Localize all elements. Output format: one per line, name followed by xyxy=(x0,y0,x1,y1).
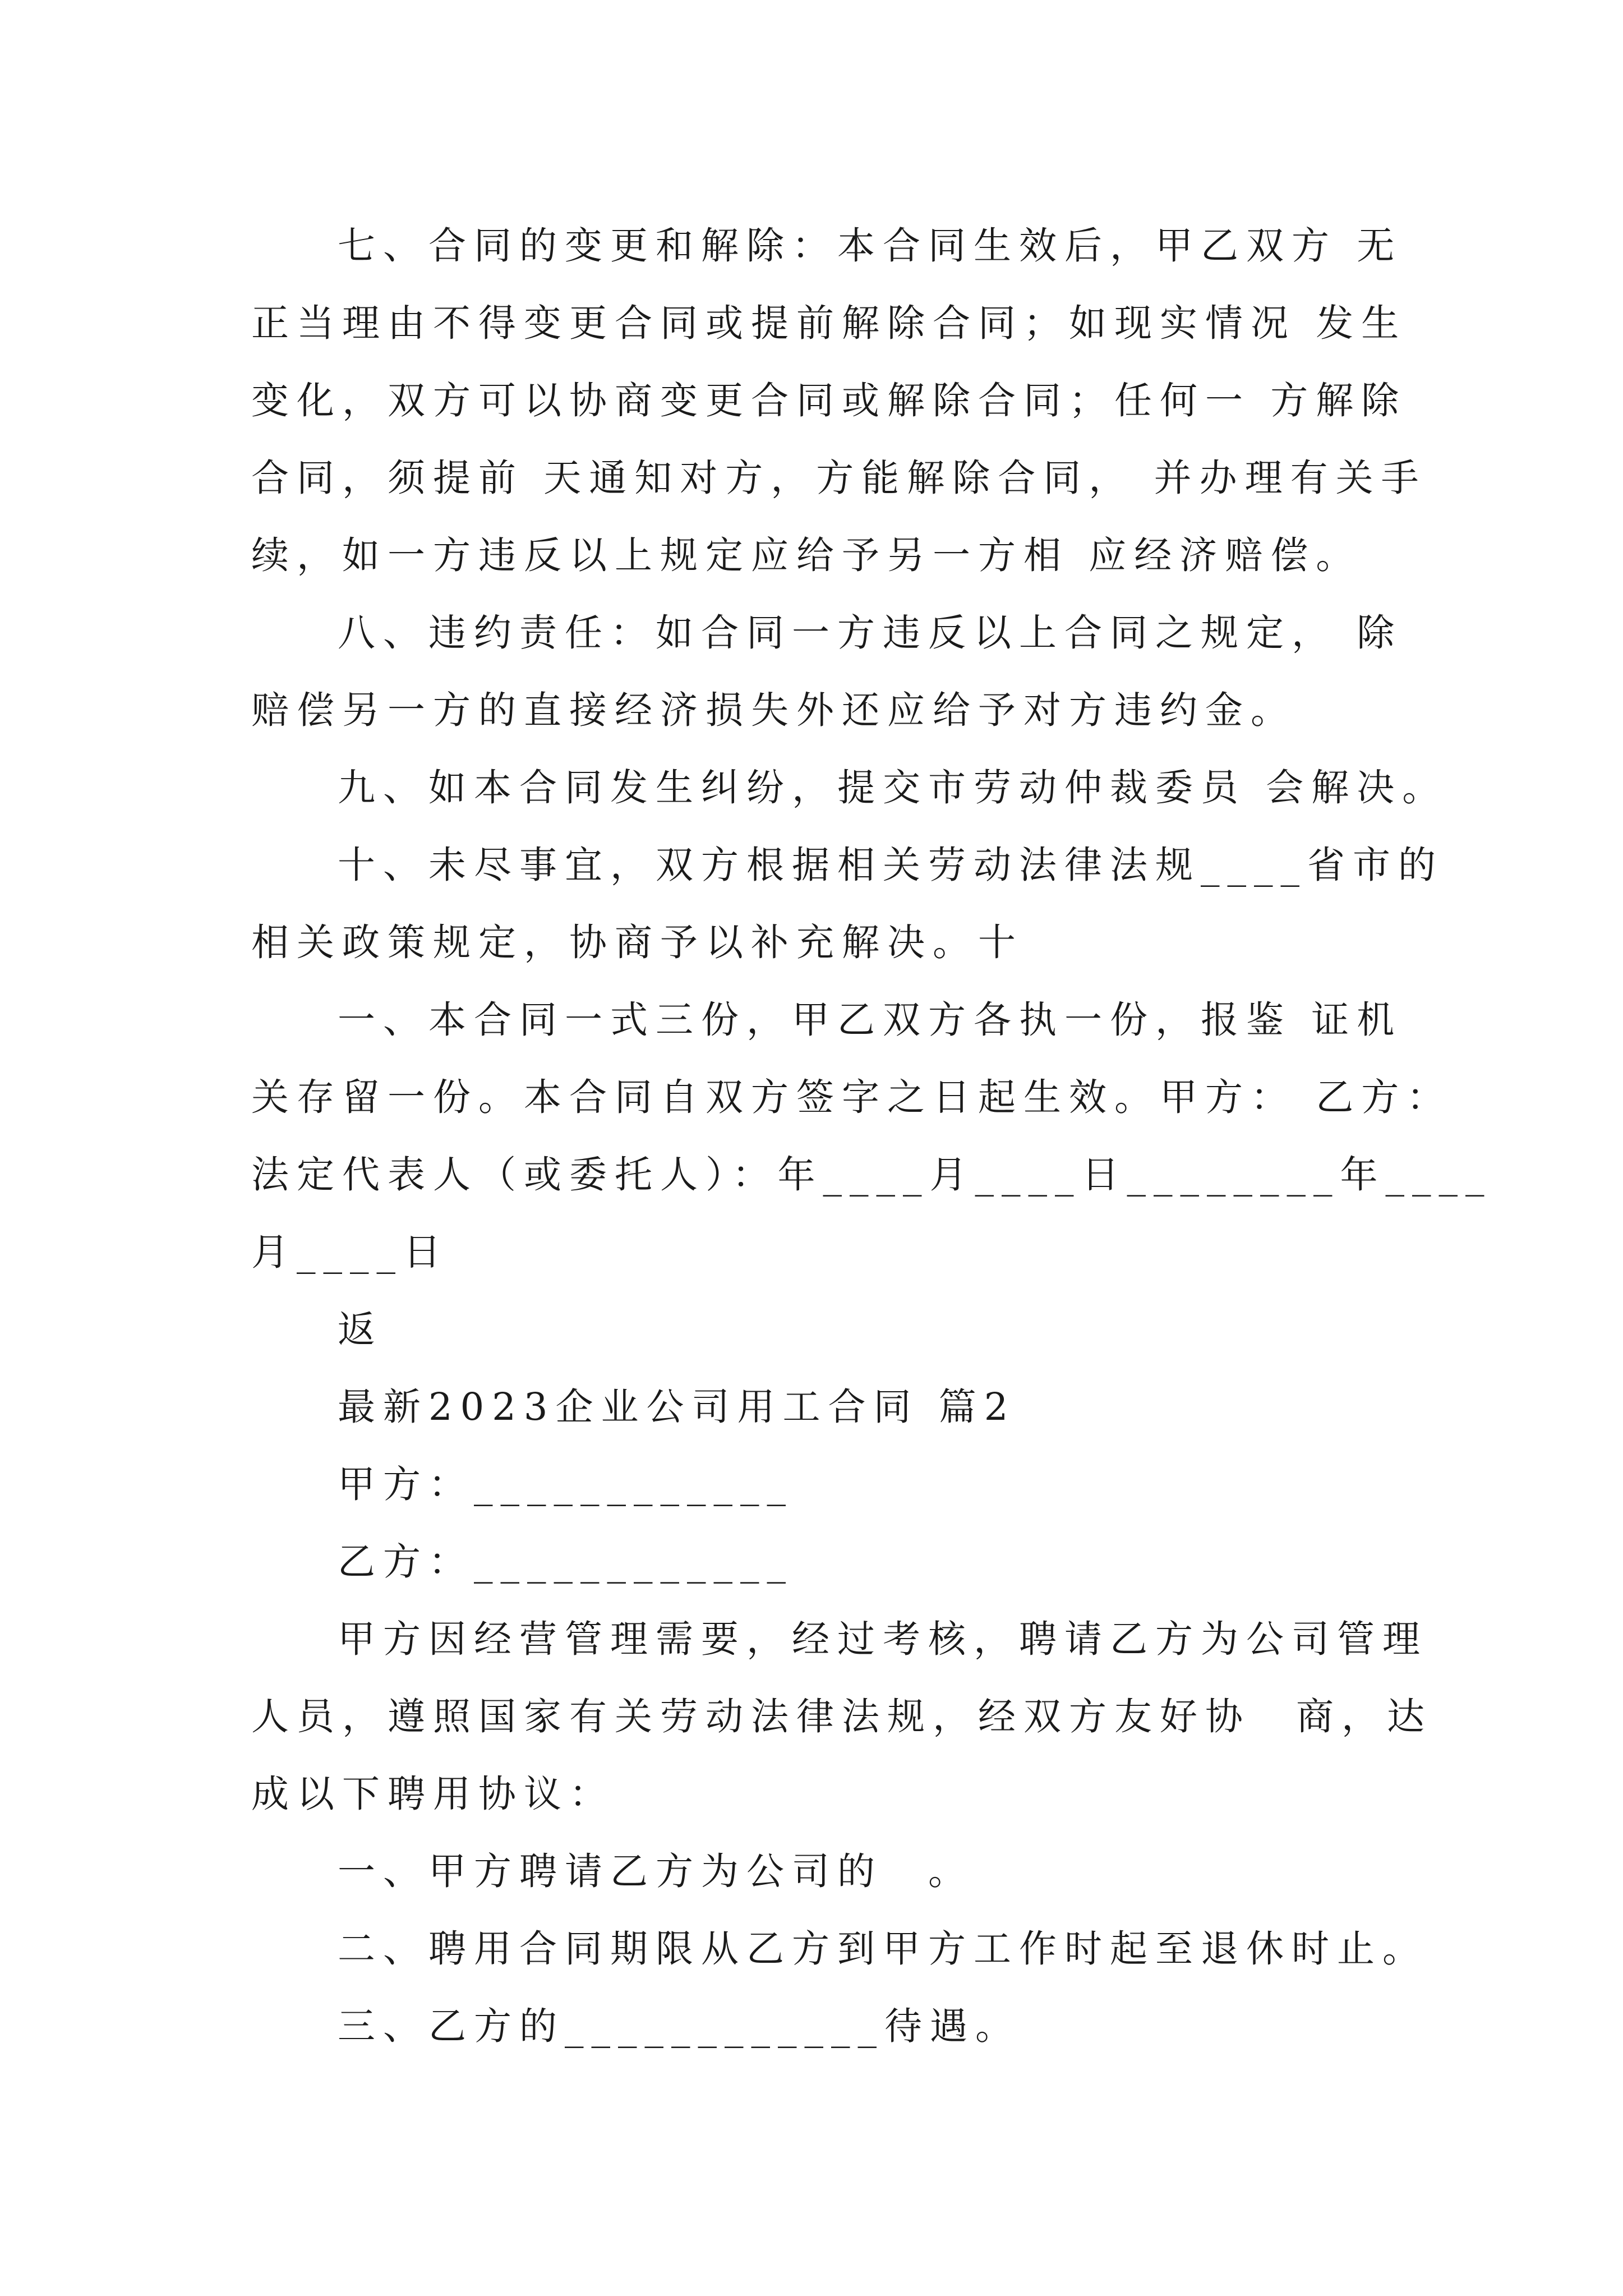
paragraph-7-line-2: 正当理由不得变更合同或提前解除合同；如现实情况 发生 xyxy=(251,301,1407,345)
paragraph-8-line-1: 八、违约责任：如合同一方违反以上合同之规定， 除 xyxy=(338,611,1403,655)
paragraph-7-line-1: 七、合同的变更和解除：本合同生效后，甲乙双方 无 xyxy=(338,224,1403,268)
clause-2: 二、聘用合同期限从乙方到甲方工作时起至退休时止。 xyxy=(338,1927,1428,1971)
intro-line-3: 成以下聘用协议： xyxy=(251,1772,615,1816)
party-a-field: 甲方：____________ xyxy=(338,1462,794,1506)
paragraph-9: 九、如本合同发生纠纷，提交市劳动仲裁委员 会解决。 xyxy=(338,766,1448,809)
paragraph-8-line-2: 赔偿另一方的直接经济损失外还应给予对方违约金。 xyxy=(251,688,1296,732)
return-link[interactable]: 返 xyxy=(338,1308,383,1351)
paragraph-7-line-5: 续，如一方违反以上规定应给予另一方相 应经济赔偿。 xyxy=(251,533,1362,577)
paragraph-7-line-4: 合同，须提前 天通知对方，方能解除合同， 并办理有关手 xyxy=(251,456,1427,500)
signature-date-line-2: 月____日 xyxy=(251,1230,449,1274)
section-title: 最新2023企业公司用工合同 篇2 xyxy=(338,1385,1016,1429)
paragraph-11-line-1: 一、本合同一式三份，甲乙双方各执一份，报鉴 证机 xyxy=(338,998,1403,1042)
paragraph-10-line-1: 十、未尽事宜，双方根据相关劳动法律法规____省市的 xyxy=(338,843,1444,887)
intro-line-2: 人员，遵照国家有关劳动法律法规，经双方友好协 商，达 xyxy=(251,1695,1432,1738)
paragraph-11-line-2: 关存留一份。本合同自双方签字之日起生效。甲方： 乙方： xyxy=(251,1075,1453,1119)
paragraph-7-line-3: 变化，双方可以协商变更合同或解除合同；任何一 方解除 xyxy=(251,379,1407,422)
paragraph-10-line-2: 相关政策规定，协商予以补充解决。十 xyxy=(251,921,1023,964)
clause-1: 一、甲方聘请乙方为公司的 。 xyxy=(338,1849,974,1893)
clause-3: 三、乙方的____________待遇。 xyxy=(338,2004,1021,2048)
party-b-field: 乙方：____________ xyxy=(338,1540,794,1584)
signature-date-line: 法定代表人（或委托人）：年____月____日________年____ xyxy=(251,1153,1492,1197)
intro-line-1: 甲方因经营管理需要，经过考核，聘请乙方为公司管理 xyxy=(338,1617,1428,1661)
